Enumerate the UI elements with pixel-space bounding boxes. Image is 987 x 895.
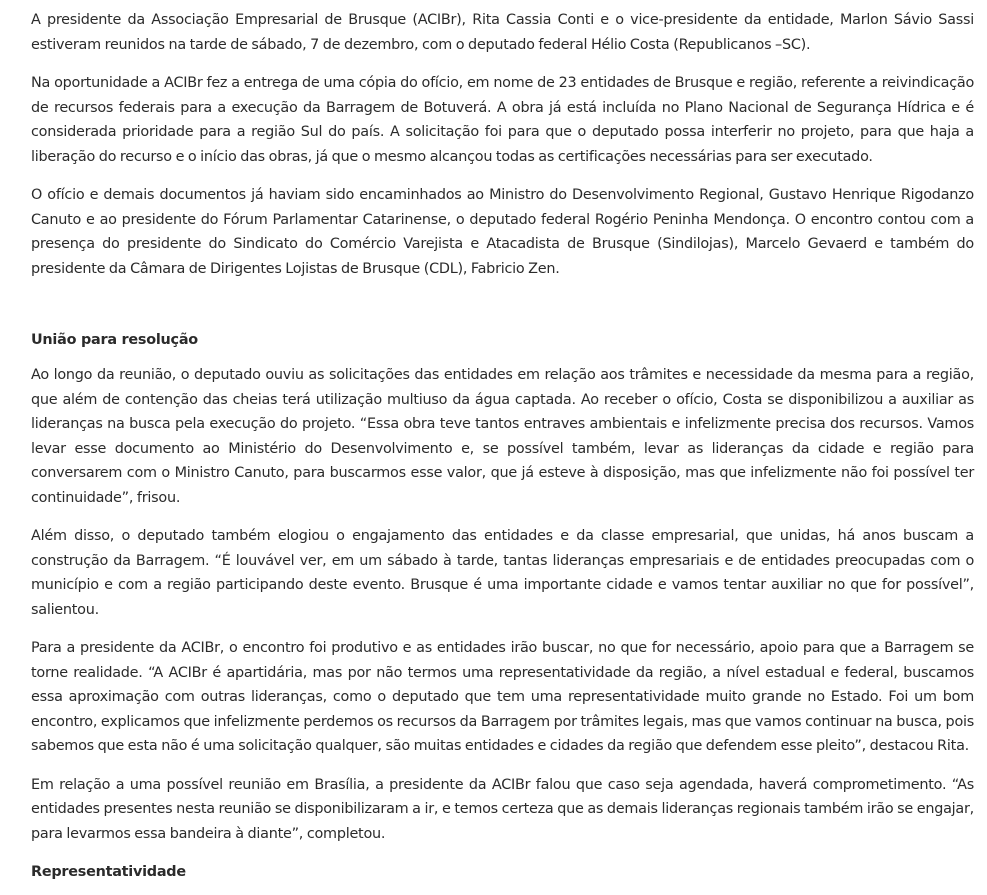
paragraph-reuniao: Ao longo da reunião, o deputado ouviu as solicitações das entidades em relação aos trâmites e necessidade da mesma para a região, que além de contenção das cheias terá utilização multiuso da água captada. Ao receber o ofício, Costa se disponibilizou a auxiliar as lideranças na busca pela execução do projeto. “Essa obra teve tantos entraves ambientais e infelizmente precisa dos recursos. Vamos levar esse documento ao Ministério do Desenvolvimento e, se possível também, levar as lideranças da cidade e região para conversarem com o Ministro Canuto, para buscarmos esse valor, que já esteve à disposição, mas que infelizmente não foi possível ter continuidade”, frisou. — [31, 367, 974, 506]
section-heading-uniao: União para resolução — [31, 332, 198, 348]
paragraph-oficio-entrega: Na oportunidade a ACIBr fez a entrega de uma cópia do ofício, em nome de 23 entidades de Brusque e região, referente a reivindicação de recursos federais para a execução da Barragem de Botuverá. A obra já está incluída no Plano Nacional de Segurança Hídrica e é considerada prioridade para a região Sul do país. A solicitação foi para que o deputado possa interferir no projeto, para que haja a liberação do recurso e o início das obras, já que o mesmo alcançou todas as certificações necessárias para ser executado. — [31, 75, 974, 165]
paragraph-elogio: Além disso, o deputado também elogiou o engajamento das entidades e da classe empresarial, que unidas, há anos buscam a construção da Barragem. “É louvável ver, em um sábado à tarde, tantas lideranças empresariais e de entidades preocupadas com o município e com a região participando deste evento. Brusque é uma importante cidade e vamos tentar auxiliar no que for possível”, salientou. — [31, 528, 974, 618]
article-body — [31, 8, 974, 895]
paragraph-oficio-encaminhado: O ofício e demais documentos já haviam sido encaminhados ao Ministro do Desenvolvimento Regional, Gustavo Henrique Rigodanzo Canuto e ao presidente do Fórum Parlamentar Catarinense, o deputado federal Rogério Peninha Mendonça. O encontro contou com a presença do presidente do Sindicato do Comércio Varejista e Atacadista de Brusque (Sindilojas), Marcelo Gevaerd e também do presidente da Câmara de Dirigentes Lojistas de Brusque (CDL), Fabricio Zen. — [31, 187, 974, 277]
paragraph-presidente: Para a presidente da ACIBr, o encontro foi produtivo e as entidades irão buscar, no que for necessário, apoio para que a Barragem se torne realidade. “A ACIBr é apartidária, mas por não termos uma representatividade da região, a nível estadual e federal, buscamos essa aproximação com outras lideranças, como o deputado que tem uma representatividade muito grande no Estado. Foi um bom encontro, explicamos que infelizmente perdemos os recursos da Barragem por trâmites legais, mas que vamos continuar na busca, pois sabemos que esta não é uma solicitação qualquer, são muitas entidades e cidades da região que defendem esse pleito”, destacou Rita. — [31, 640, 974, 754]
paragraph-intro: A presidente da Associação Empresarial de Brusque (ACIBr), Rita Cassia Conti e o vice-presidente da entidade, Marlon Sávio Sassi estiveram reunidos na tarde de sábado, 7 de dezembro, com o deputado federal Hélio Costa (Republicanos –SC). — [31, 12, 974, 53]
paragraph-brasilia: Em relação a uma possível reunião em Brasília, a presidente da ACIBr falou que caso seja agendada, haverá comprometimento. “As entidades presentes nesta reunião se disponibilizaram a ir, e temos certeza que as demais lideranças regionais também irão se engajar, para levarmos essa bandeira à diante”, completou. — [31, 776, 974, 842]
empty-paragraph — [31, 295, 974, 328]
section-heading-representatividade: Representatividade — [31, 864, 186, 880]
